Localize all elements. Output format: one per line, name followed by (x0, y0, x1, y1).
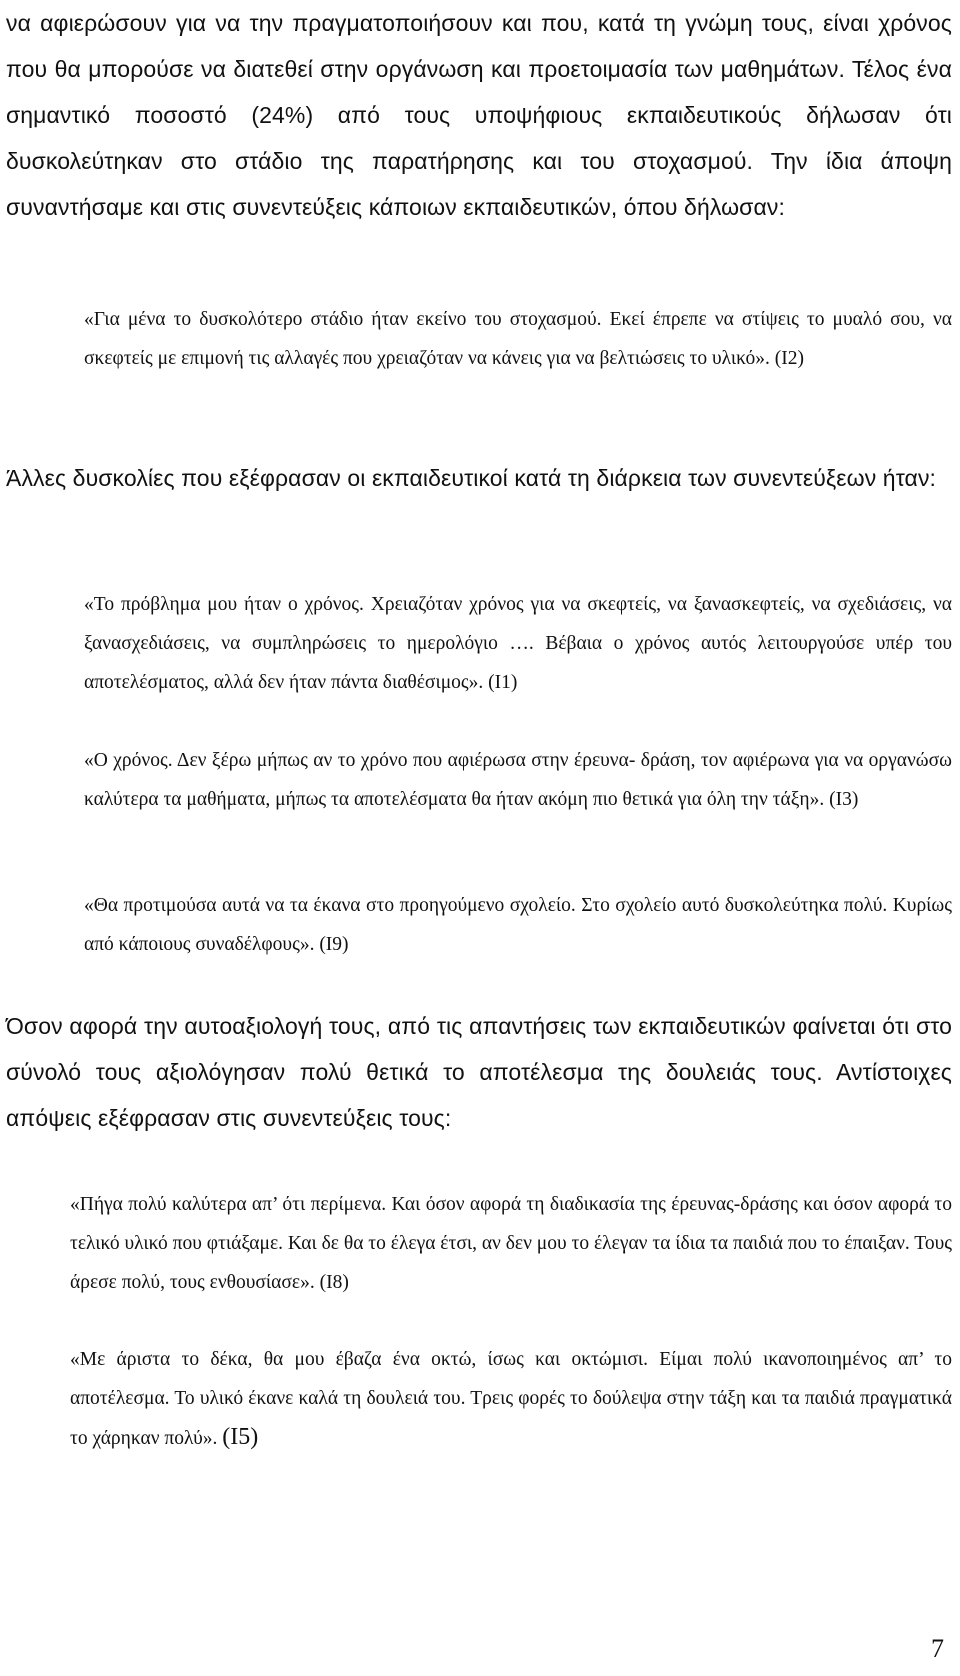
quote-i8: «Πήγα πολύ καλύτερα απ’ ότι περίμενα. Και όσον αφορά τη διαδικασία της έρευνας-δράσης και όσον αφορά το τελικό υλικό που φτιάξαμε. Και δε θα το έλεγα έτσι, αν δεν μου το έλεγαν τα ίδια τα παιδιά που το έπαιξαν. Τους άρεσε πολύ, τους ενθουσίασε». (Ι8) (70, 1194, 952, 1293)
quote-i5-reference: (Ι5) (222, 1424, 259, 1450)
paragraph-other-difficulties: Άλλες δυσκολίες που εξέφρασαν οι εκπαιδευτικοί κατά τη διάρκεια των συνεντεύξεων ήταν: (6, 465, 937, 491)
paragraph-self-evaluation: Όσον αφορά την αυτοαξιολογή τους, από τις απαντήσεις των εκπαιδευτικών φαίνεται ότι στο σύνολό τους αξιολόγησαν πολύ θετικά το αποτέλεσμα της δουλειάς τους. Αντίστοιχες απόψεις εξέφρασαν στις συνεντεύξεις τους: (6, 1013, 952, 1131)
paragraph-difficulties-reflection: να αφιερώσουν για να την πραγματοποιήσουν και που, κατά τη γνώμη τους, είναι χρόνος που θα μπορούσε να διατεθεί στην οργάνωση και προετοιμασία των μαθημάτων. Τέλος ένα σημαντικό ποσοστό (24%) από τους υποψήφιους εκπαιδευτικούς δήλωσαν ότι δυσκολεύτηκαν στο στάδιο της παρατήρησης και του στοχασμού. Την ίδια άποψη συναντήσαμε και στις συνεντεύξεις κάποιων εκπαιδευτικών, όπου δήλωσαν: (6, 10, 952, 220)
quote-i5 (70, 1340, 952, 1458)
quote-i9: «Θα προτιμούσα αυτά να τα έκανα στο προηγούμενο σχολείο. Στο σχολείο αυτό δυσκολεύτηκα πολύ. Κυρίως από κάποιους συναδέλφους». (Ι9) (84, 895, 952, 955)
quote-i3: «Ο χρόνος. Δεν ξέρω μήπως αν το χρόνο που αφιέρωσα στην έρευνα- δράση, τον αφιέρωνα για να οργανώσω καλύτερα τα μαθήματα, μήπως τα αποτελέσματα θα ήταν ακόμη πιο θετικά για όλη την τάξη». (Ι3) (84, 750, 952, 810)
quote-i5-text: «Με άριστα το δέκα, θα μου έβαζα ένα οκτώ, ίσως και οκτώμισι. Είμαι πολύ ικανοποιημένος απ’ το αποτέλεσμα. Το υλικό έκανε καλά τη δουλειά του. Τρεις φορές το δούλεψα στην τάξη και τα παιδιά πραγματικά το χάρηκαν πολύ». (70, 1349, 952, 1449)
page-number: 7 (931, 1634, 944, 1663)
quote-i1: «Το πρόβλημα μου ήταν ο χρόνος. Χρειαζόταν χρόνος για να σκεφτείς, να ξανασκεφτείς, να σχεδιάσεις, να ξανασχεδιάσεις, να συμπληρώσεις το ημερολόγιο …. Βέβαια ο χρόνος αυτός λειτουργούσε υπέρ του αποτελέσματος, αλλά δεν ήταν πάντα διαθέσιμος». (Ι1) (84, 594, 952, 693)
quote-i2: «Για μένα το δυσκολότερο στάδιο ήταν εκείνο του στοχασμού. Εκεί έπρεπε να στίψεις το μυαλό σου, να σκεφτείς με επιμονή τις αλλαγές που χρειαζόταν να κάνεις για να βελτιώσεις το υλικό». (Ι2) (84, 309, 952, 369)
